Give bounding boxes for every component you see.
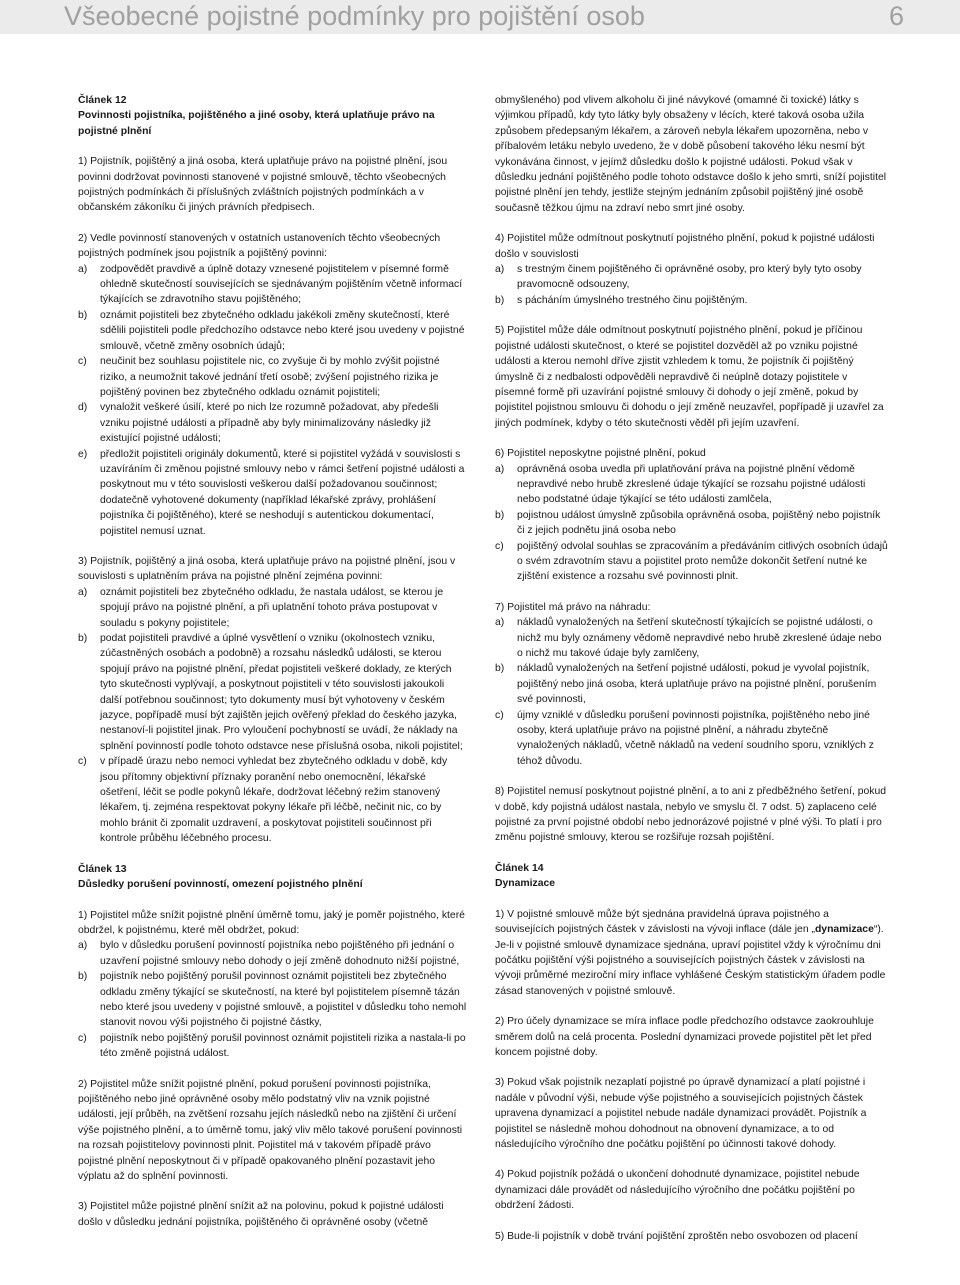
article-14-paragraph-3: 3) Pokud však pojistník nezaplatí pojistné po úpravě dynamizací a platí pojistné i nadále v původní výši, nebude výše pojistného a souvisejících pojistných částek upravena dynamizací a pojistitel nebude nadále dynamizaci provádět. Pojistník a pojistitel se následně mohou dohodnout na obnovení dynamizace, a to od následujícího výročního dne počátku pojištění po účinnosti takové dohody. (495, 1077, 867, 1150)
left-column (78, 93, 468, 1230)
article-13-title: Článek 13 (78, 863, 127, 875)
article-14-paragraph-5: 5) Bude-li pojistník v době trvání pojištění zproštěn nebo osvobozen od placení (495, 1230, 858, 1242)
list-item: a) nákladů vynaložených na šetření skutečností týkajících se pojistné události, o nichž mu byly oznámeny vědomě nepravdivé nebo hrubě zkreslené údaje nebo o nichž mu takové údaje byly zamlčeny, (495, 617, 882, 659)
article-13-paragraph-3: 3) Pojistitel může pojistné plnění snížit až na polovinu, pokud k pojistné události došlo v důsledku jednání pojistníka, pojištěného či oprávněné osoby (včetně (78, 1201, 444, 1228)
list-item: b) nákladů vynaložených na šetření pojistné události, pokud je vyvolal pojistník, pojištěný nebo jiná osoba, která uplatňuje právo na pojistné plnění, porušením své povinnosti, (495, 663, 877, 706)
list-item: b) pojistník nebo pojištěný porušil povinnost oznámit pojistiteli bez zbytečného odkladu změny týkající se skutečností, na které byl pojistitelem písemně tázán nebo které jsou uvedeny v pojistné smlouvě, a pojistitel v důsledku toho nemohl stanovit novou výši pojistného či pojistné částky, (78, 971, 467, 1029)
list-item: c) neučinit bez souhlasu pojistitele nic, co zvyšuje či by mohlo zvýšit pojistné riziko, a neumožnit takové jednání třetí osobě; zvýšení pojistného rizika je pojištěný povinen bez zbytečného odkladu oznámit pojistiteli; (78, 356, 440, 398)
article-14-paragraph-1: 1) V pojistné smlouvě může být sjednána pravidelná úprava pojistného a souvisejících pojistných částek v závislosti na vývoji inflace (dále jen „dynamizace“). Je-li v pojistné smlouvě dynamizace sjednána, upraví pojistitel vždy k výročnímu dni počátku pojištění výši pojistného a souvisejících pojistných částek v závislosti na vývoji průměrné meziroční míry inflace vyhlášené Českým statistickým úřadem podle zásad stanovených v pojistné smlouvě. (495, 908, 886, 997)
article-13-paragraph-4-intro: 4) Pojistitel může odmítnout poskytnutí pojistného plnění, pokud k pojistné události došlo v souvislosti (495, 233, 875, 260)
list-item: a) bylo v důsledku porušení povinností pojistníka nebo pojištěného při jednání o uzavření pojistné smlouvy nebo dohody o její změně dohodnuto nižší pojistné, (78, 940, 460, 967)
header-bar (0, 0, 960, 34)
article-14-subtitle: Dynamizace (495, 878, 556, 890)
list-item: d) vynaložit veškeré úsilí, které po nich lze rozumně požadovat, aby předešli vzniku pojistné události a případně aby byly minimalizovány následky již existující pojistné události; (78, 402, 439, 445)
article-13-paragraph-5: 5) Pojistitel může dále odmítnout poskytnutí pojistného plnění, pokud je příčinou pojistné události skutečnost, o které se pojistitel dozvěděl až po vzniku pojistné události a kterou nemohl dříve zjistit vzhledem k tomu, že pojistník či pojištěný úmyslně či z nedbalosti odpověděli nepravdivě či neúplně dotazy pojistitele v písemné formě při uzavírání pojistné smlouvy či dohody o její změně, pokud by pojistitel pojistnou smlouvu či dohodu o její změně neuzavřel, popřípadě ji uzavřel za jiných podmínek, kdyby o této skutečnosti věděl při jejím uzavření. (495, 325, 884, 429)
list-item: b) pojistnou událost úmyslně způsobila oprávněná osoba, pojištěný nebo pojistník či z jejich podnětu jiná osoba nebo (495, 509, 881, 537)
list-item: c) újmy vzniklé v důsledku porušení povinnosti pojistníka, pojištěného nebo jiné osoby, která uplatňuje právo na pojistné plnění, a náhradu zbytečně vynaložených nákladů, včetně nákladů na vedení soudního sporu, vzniklých z téhož důvodu. (495, 709, 874, 767)
list-item: c) pojistník nebo pojištěný porušil povinnost oznámit pojistiteli rizika a nastala-li po této změně pojistná událost. (78, 1032, 466, 1060)
article-12-paragraph-1: 1) Pojistník, pojištěný a jiná osoba, která uplatňuje právo na pojistné plnění, jsou povinni dodržovat povinnosti stanovené v pojistné smlouvě, těchto všeobecných pojistných podmínkách či příslušných zvláštních pojistných podmínkách a v občanském zákoníku či jiných právních předpisech. (78, 156, 448, 214)
right-column (495, 93, 889, 1244)
list-item: c) pojištěný odvolal souhlas se zpracováním a předáváním citlivých osobních údajů o svém zdravotním stavu a pojistitel proto nemůže dokončit šetření nutné ke zjištění existence a rozsahu své povinnosti plnit. (495, 540, 888, 583)
article-13-paragraph-8: 8) Pojistitel nemusí poskytnout pojistné plnění, a to ani z předběžného šetření, pokud v době, kdy pojistná událost nastala, nebylo ve smyslu čl. 7 odst. 5) zaplaceno celé pojistné za první pojistné období nebo jednorázové pojistné v plné výši. To platí i pro změnu pojistné smlouvy, kterou se rozšiřuje rozsah pojištění. (495, 786, 887, 844)
article-13-paragraph-7-intro: 7) Pojistitel má právo na náhradu: (495, 601, 651, 613)
article-13-paragraph-1-intro: 1) Pojistitel může snížit pojistné plnění úměrně tomu, jaký je poměr pojistného, které obdržel, k pojistnému, které měl obdržet, pokud: (78, 909, 465, 936)
article-13-subtitle: Důsledky porušení povinností, omezení pojistného plnění (78, 879, 363, 891)
page-number: 6 (888, 1, 904, 31)
article-12-title: Článek 12 (78, 95, 127, 106)
list-item: a) oprávněná osoba uvedla při uplatňování práva na pojistné plnění vědomě nepravdivé nebo hrubě zkreslené údaje týkající se rozsahu pojistné události nebo podstatné údaje týkající se této události zamlčela, (495, 463, 866, 506)
list-item: b) podat pojistiteli pravdivé a úplné vysvětlení o vzniku (okolnostech vzniku, zúčastněných osobách a podobně) a rozsahu následků události, se kterou spojují právo na pojistné plnění, předat pojistiteli veškeré doklady, ze kterých tyto skutečnosti vyplývají, a poskytnout pojistiteli v této souvislosti jakoukoli další potřebnou součinnost; tyto dokumenty musí být vyhotoveny v českém jazyce, popřípadě musí být zajištěn jejich ověřený překlad do českého jazyka, nestanoví-li pojistitel jinak. Pro vyloučení pochybností se uvádí, že náklady na splnění povinností podle tohoto odstavce nese příslušná osoba, nikoli pojistitel; (78, 633, 463, 752)
list-item: a) oznámit pojistiteli bez zbytečného odkladu, že nastala událost, se kterou je spojují právo na pojistné plnění, a při uplatnění tohoto práva postupovat v souladu s pokyny pojistitele; (78, 586, 444, 629)
article-12-paragraph-2-intro: 2) Vedle povinností stanovených v ostatních ustanoveních těchto všeobecných pojistných podmínek jsou pojistník a pojištěný povinni: (78, 232, 441, 260)
article-12-paragraph-3-intro: 3) Pojistník, pojištěný a jiná osoba, která uplatňuje právo na pojistné plnění, jsou v souvislosti s uplatněním práva na pojistné plnění zejména povinni: (78, 555, 456, 583)
list-item: e) předložit pojistiteli originály dokumentů, které si pojistitel vyžádá v souvislosti s uzavíráním či změnou pojistné smlouvy nebo v rámci šetření pojistné události a poskytnout mu v této souvislosti veškerou další požadovanou součinnost; dodatečně vyhotovené dokumenty (například lékařské zprávy, prohlášení pojistníka či pojištěného), které se neshodují s autentickou dokumentací, pojistitel nemusí uznat. (78, 448, 465, 537)
article-14-paragraph-2: 2) Pro účely dynamizace se míra inflace podle předchozího odstavce zaokrouhluje směrem dolů na celá procenta. Poslední dynamizaci provede pojistitel pět let před koncem pojistné doby. (495, 1016, 874, 1058)
article-13-paragraph-2: 2) Pojistitel může snížit pojistné plnění, pokud porušení povinnosti pojistníka, pojištěného nebo jiné oprávněné osoby mělo podstatný vliv na vznik pojistné události, její průběh, na zvětšení rozsahu jejích následků nebo na zjištění či určení výše pojistného plnění, a to úměrně tomu, jaký vliv mělo takové porušení povinnosti na rozsah pojistitelovy povinnosti plnit. Pojistitel má v takovém případě právo pojistné plnění neposkytnout či v případě opakovaného plnění pozastavit jeho výplatu až do splnění povinnosti. (78, 1078, 463, 1182)
article-13-paragraph-3-continued: obmyšleného) pod vlivem alkoholu či jiné návykové (omamné či toxické) látky s výjimkou případů, kdy tyto látky byly obsaženy v lécích, které taková osoba užila způsobem předepsaným lékařem, a zároveň nebyla lékařem upozorněna, nebo v příbalovém letáku nebylo uvedeno, že v době působení takového léku nesmí být vykonávána činnost, v jejímž důsledku došlo k pojistné události. Pokud však v důsledku jednání pojištěného podle tohoto odstavce došlo k jeho smrti, sníží pojistitel pojistné plnění jen tehdy, jestliže stejným jednáním způsobil pojištěný jiné osobě současně těžkou újmu na zdraví nebo smrt jiné osoby. (495, 95, 887, 214)
article-12-subtitle: Povinnosti pojistníka, pojištěného a jiné osoby, která uplatňuje právo na pojistné plnění (78, 110, 435, 137)
article-13-paragraph-6-intro: 6) Pojistitel neposkytne pojistné plnění, pokud (495, 448, 706, 460)
article-14-paragraph-4: 4) Pokud pojistník požádá o ukončení dohodnuté dynamizace, pojistitel nebude dynamizaci dále provádět od následujícího výročního dne počátku pojištění po obdržení žádosti. (495, 1169, 860, 1212)
defined-term: dynamizace (814, 924, 874, 936)
document-title: Všeobecné pojistné podmínky pro pojištění osob (64, 1, 645, 31)
list-item: b) oznámit pojistiteli bez zbytečného odkladu jakékoli změny skutečností, které sdělili pojistiteli podle předchozího odstavce nebo které jsou uvedeny v pojistné smlouvě, včetně změny osobních údajů; (78, 309, 465, 352)
list-item: b) s pácháním úmyslného trestného činu pojištěným. (495, 294, 748, 306)
list-item: a) zodpovědět pravdivě a úplně dotazy vznesené pojistitelem v písemné formě ohledně skutečností souvisejících se sjednávaným pojištěním včetně informací týkajících se zdravotního stavu pojištěného; (78, 263, 463, 306)
list-item: c) v případě úrazu nebo nemoci vyhledat bez zbytečného odkladu v době, kdy jsou přítomny objektivní příznaky poranění nebo onemocnění, lékařské ošetření, léčit se podle pokynů lékaře, dodržovat léčebný režim stanovený lékařem, tj. zejména respektovat pokyny lékaře při léčbě, nečinit nic, co by mohlo bránit či zpomalit uzdravení, a poskytovat pojistiteli součinnost při kontrole průběhu léčebného procesu. (78, 756, 448, 845)
article-14-title: Článek 14 (495, 862, 544, 874)
list-item: a) s trestným činem pojištěného či oprávněné osoby, pro který byly tyto osoby pravomocně odsouzeny, (495, 264, 862, 291)
